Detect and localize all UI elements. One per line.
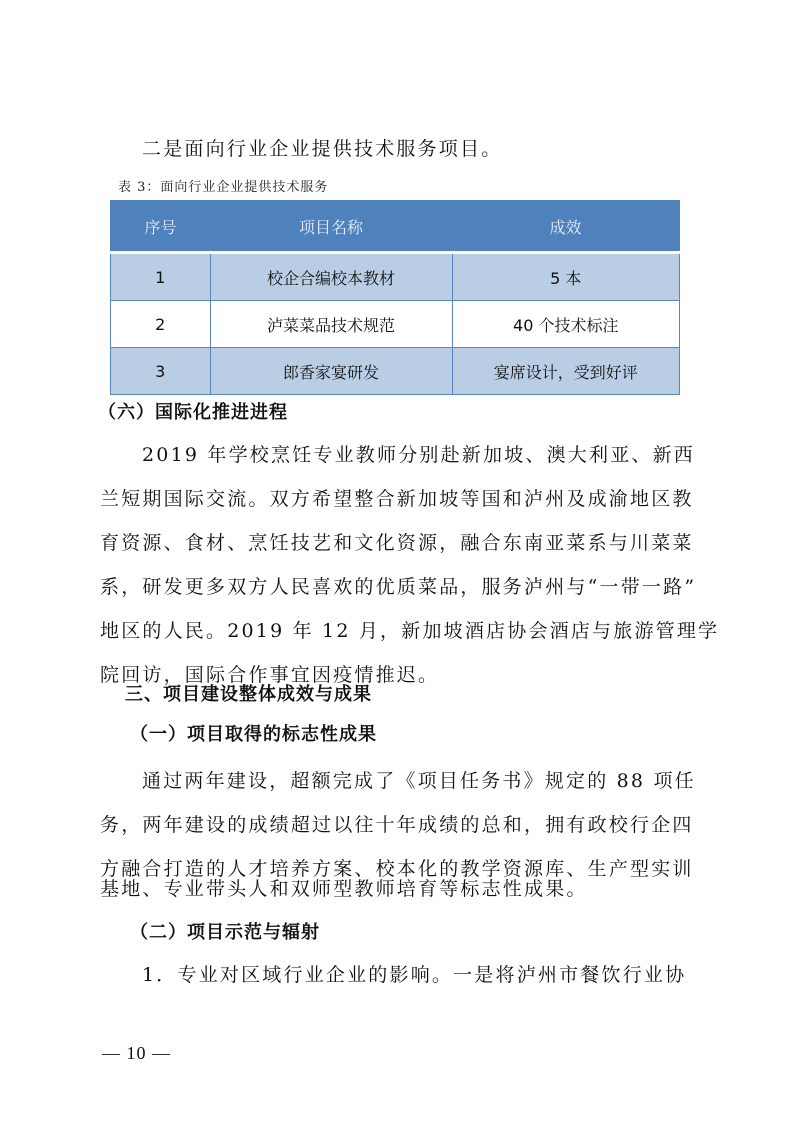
paragraph-line: 方融合打造的人才培养方案、校本化的教学资源库、生产型实训 [100, 858, 694, 880]
cell-result: 宴席设计，受到好评 [452, 348, 680, 395]
paragraph-line: 兰短期国际交流。双方希望整合新加坡等国和泸州及成渝地区教 [100, 488, 694, 510]
paragraph-line: 地区的人民。2019 年 12 月，新加坡酒店协会酒店与旅游管理学 [100, 620, 720, 642]
table-row [111, 301, 680, 348]
cell-index: 2 [111, 301, 211, 348]
header-project-name: 项目名称 [210, 201, 452, 253]
table-header-row [111, 201, 680, 253]
cell-index: 3 [111, 348, 211, 395]
cell-project-name: 郎香家宴研发 [210, 348, 452, 395]
section-6-heading: （六）国际化推进进程 [98, 402, 288, 423]
paragraph-line: 基地、专业带头人和双师型教师培育等标志性成果。 [100, 878, 588, 900]
paragraph-line: 院回访，国际合作事宜因疫情推迟。 [100, 664, 440, 686]
paragraph-line: 育资源、食材、烹饪技艺和文化资源，融合东南亚菜系与川菜菜 [100, 532, 694, 554]
cell-result: 5 本 [452, 253, 680, 301]
section-3-heading: 三、项目建设整体成效与成果 [125, 684, 372, 705]
intro-line: 二是面向行业企业提供技术服务项目。 [142, 138, 503, 160]
table-row [111, 253, 680, 301]
paragraph-line: 务，两年建设的成绩超过以往十年成绩的总和，拥有政校行企四 [100, 814, 694, 836]
table-caption: 表 3：面向行业企业提供技术服务 [118, 180, 329, 195]
header-index: 序号 [111, 201, 211, 253]
cell-project-name: 校企合编校本教材 [210, 253, 452, 301]
services-table [110, 200, 680, 395]
paragraph-line: 2019 年学校烹饪专业教师分别赴新加坡、澳大利亚、新西 [142, 444, 695, 466]
paragraph-line: 系，研发更多双方人民喜欢的优质菜品，服务泸州与“一带一路” [100, 576, 697, 598]
cell-index: 1 [111, 253, 211, 301]
table-row [111, 348, 680, 395]
cell-project-name: 泸菜菜品技术规范 [210, 301, 452, 348]
subsection-2-heading: （二）项目示范与辐射 [130, 922, 320, 943]
page-number: — 10 — [102, 1043, 171, 1063]
cell-result: 40 个技术标注 [452, 301, 680, 348]
subsection-1-heading: （一）项目取得的标志性成果 [130, 724, 377, 745]
paragraph-line: 1．专业对区域行业企业的影响。一是将泸州市餐饮行业协 [142, 964, 687, 986]
header-result: 成效 [452, 201, 680, 253]
paragraph-line: 通过两年建设，超额完成了《项目任务书》规定的 88 项任 [142, 770, 696, 792]
